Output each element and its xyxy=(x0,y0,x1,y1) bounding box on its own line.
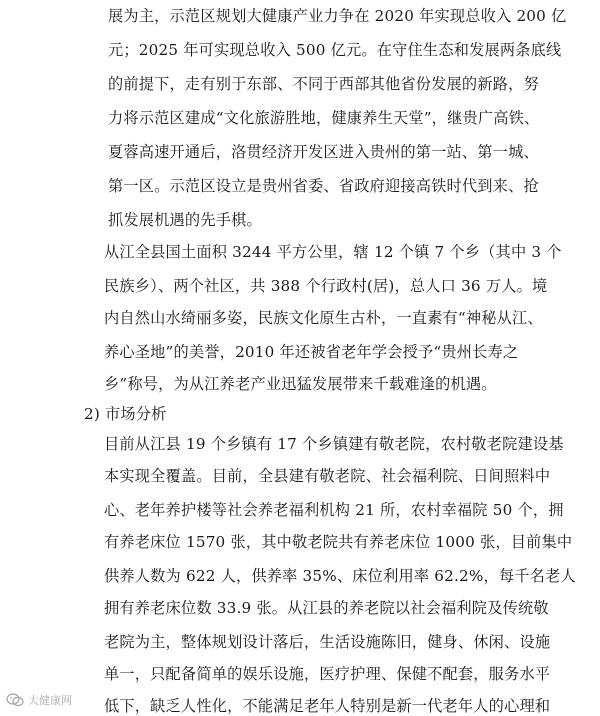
text-line: 展为主，示范区规划大健康产业力争在 2020 年实现总收入 200 亿 xyxy=(108,7,567,25)
text-line: 民族乡）、两个社区，共 388 个行政村(居)，总人口 36 万人。境 xyxy=(104,277,548,295)
text-line: 有养老床位 1570 张，其中敬老院共有养老床位 1000 张，目前集中 xyxy=(104,533,573,551)
text-line: 拥有养老床位数 33.9 张。从江县的养老院以社会福利院及传统敬 xyxy=(104,599,549,617)
text-line: 第一区。示范区设立是贵州省委、省政府迎接高铁时代到来、抢 xyxy=(108,177,539,195)
text-line: 本实现全覆盖。目前，全县建有敬老院、社会福利院、日间照料中 xyxy=(104,467,551,485)
text-line: 养心圣地”的美誉，2010 年还被省老年学会授予“贵州长寿之 xyxy=(104,343,519,361)
text-line: 抓发展机遇的先手棋。 xyxy=(108,211,262,229)
text-line: 供养人数为 622 人，供养率 35%、床位利用率 62.2%，每千名老人 xyxy=(104,567,576,585)
text-line: 乡”称号，为从江养老产业迅猛发展带来千载难逢的机遇。 xyxy=(104,375,497,393)
text-line: 内自然山水绮丽多姿，民族文化原生古朴，一直素有“神秘从江、 xyxy=(104,309,543,327)
text-line: 单一，只配备简单的娱乐设施，医疗护理、保健不配套，服务水平 xyxy=(104,665,551,683)
text-line: 力将示范区建成“文化旅游胜地，健康养生天堂”，继贵广高铁、 xyxy=(108,109,540,127)
text-line: 目前从江县 19 个乡镇有 17 个乡镇建有敬老院，农村敬老院建设基 xyxy=(104,435,564,453)
text-line: 心、老年养护楼等社会养老福利机构 21 所，农村幸福院 50 个，拥 xyxy=(104,501,564,519)
section-heading-market-analysis: 2) 市场分析 xyxy=(84,405,167,423)
watermark xyxy=(6,690,72,710)
wechat-like-logo-icon xyxy=(6,693,24,707)
text-line: 元；2025 年可实现总收入 500 亿元。在守住生态和发展两条底线 xyxy=(108,41,562,59)
text-line: 低下，缺乏人性化，不能满足老年人特别是新一代老年人的心理和 xyxy=(104,697,551,715)
text-line: 从江全县国土面积 3244 平方公里，辖 12 个镇 7 个乡（其中 3 个 xyxy=(104,243,562,261)
watermark-text: 大健康网 xyxy=(28,694,72,707)
text-line: 夏蓉高速开通后，洛贯经济开发区进入贵州的第一站、第一城、 xyxy=(108,143,539,161)
text-line: 老院为主，整体规划设计落后，生活设施陈旧，健身、休闲、设施 xyxy=(104,633,551,651)
text-line: 的前提下，走有别于东部、不同于西部其他省份发展的新路，努 xyxy=(108,75,539,93)
